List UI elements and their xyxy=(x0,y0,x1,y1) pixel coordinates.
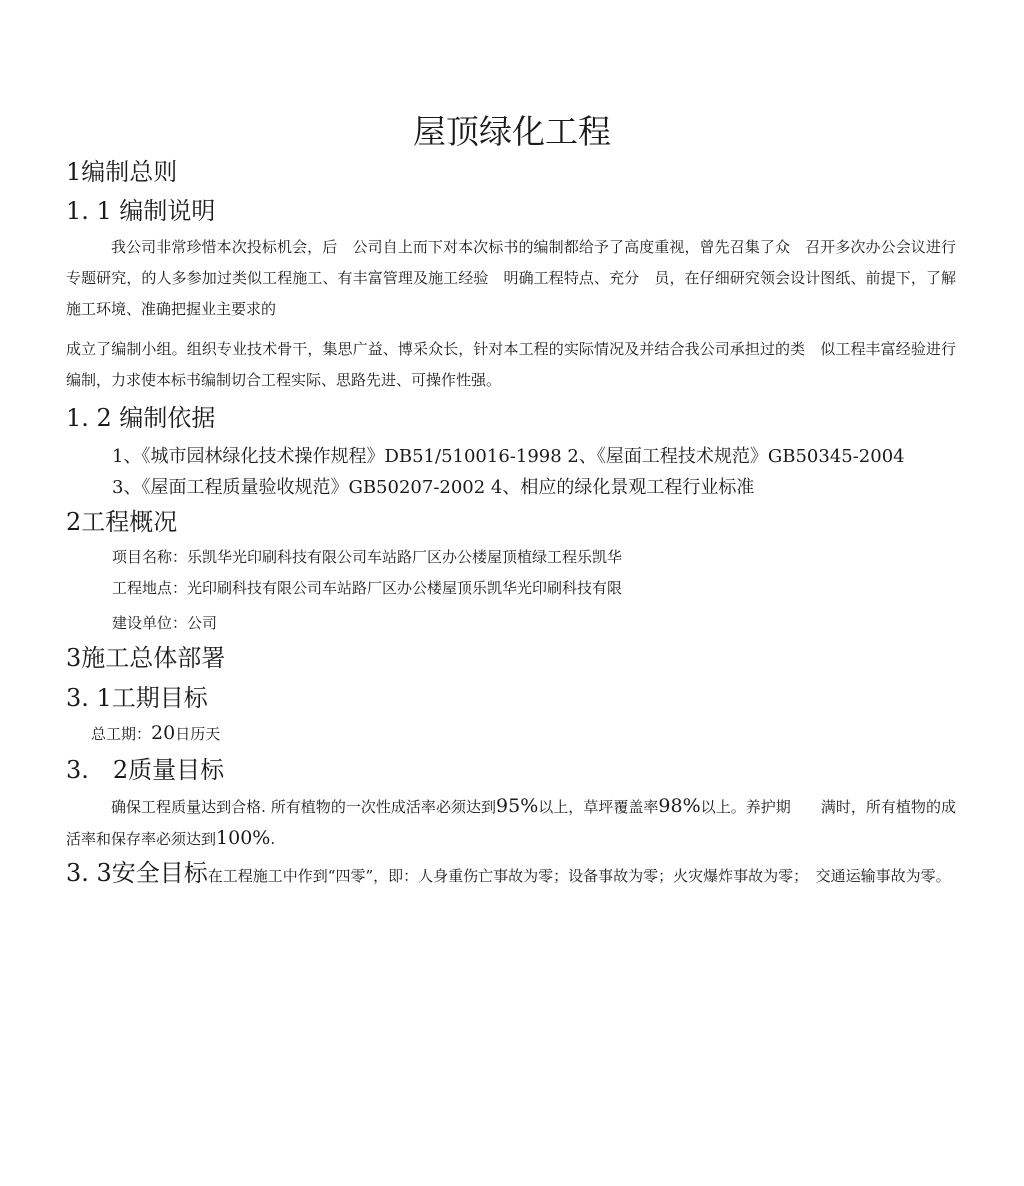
heading-3-2: 3. 2质量目标 xyxy=(66,756,225,784)
quality-text-a: 确保工程质量达到合格. 所有植物的一次性成活率必须达到 xyxy=(111,798,497,816)
retention-rate: 100% xyxy=(216,827,271,849)
lawn-coverage: 98% xyxy=(658,795,701,817)
heading-3: 3施工总体部署 xyxy=(66,644,226,672)
duration-value: 20 xyxy=(151,722,176,744)
paragraph-1-1-b: 成立了编制小组。组织专业技术骨干，集思广益、博采众长，针对本工程的实际情况及并结合我公司承担过的类 似工程丰富经验进行编制，力求使本标书编制切合工程实际、思路先进、可操作性强。 xyxy=(66,340,956,389)
heading-1-2: 1. 2 编制依据 xyxy=(66,404,216,432)
quality-text-c: 以上，草坪覆盖率 xyxy=(538,798,659,816)
heading-3-3: 3. 3安全目标 xyxy=(66,859,208,887)
document-title: 屋顶绿化工程 xyxy=(413,112,611,151)
builder: 建设单位：公司 xyxy=(112,614,218,632)
quality-paragraph xyxy=(66,791,956,855)
project-site: 工程地点：光印刷科技有限公司车站路厂区办公楼屋顶乐凯华光印刷科技有限 xyxy=(112,579,623,597)
duration-unit: 日历天 xyxy=(175,725,221,743)
duration-label: 总工期： xyxy=(91,725,152,743)
heading-1-1: 1. 1 编制说明 xyxy=(66,197,216,225)
quality-text-e: 以上。养护期 满时，所有植物的成活率和保存率必须达到 xyxy=(66,798,956,848)
safety-paragraph xyxy=(66,858,956,892)
basis-line-1: 1、《城市园林绿化技术操作规程》DB51/510016-1998 2、《屋面工程技术规范》GB50345-2004 xyxy=(112,446,905,467)
project-name: 项目名称：乐凯华光印刷科技有限公司车站路厂区办公楼屋顶植绿工程乐凯华 xyxy=(112,548,623,566)
paragraph-1-1-a: 我公司非常珍惜本次投标机会，后 公司自上而下对本次标书的编制都给予了高度重视，曾先召集了众 召开多次办公会议进行专题研究，的人多参加过类似工程施工、有丰富管理及施工经验 明确工程特点、充分 员，在仔细研究领会设计图纸、前提下，了解施工环境、准确把握业主要求的 xyxy=(66,238,956,318)
basis-line-2: 3、《屋面工程质量验收规范》GB50207-2002 4、相应的绿化景观工程行业标准 xyxy=(112,477,755,498)
duration xyxy=(91,722,220,745)
quality-text-g: . xyxy=(270,830,276,848)
survival-rate: 95% xyxy=(496,795,539,817)
heading-1: 1编制总则 xyxy=(66,158,178,186)
heading-2: 2工程概况 xyxy=(66,508,178,536)
safety-text: 在工程施工中作到“四零”，即：人身重伤亡事故为零；设备事故为零；火灾爆炸事故为零； 交通运输事故为零。 xyxy=(207,867,951,885)
heading-3-1: 3. 1工期目标 xyxy=(66,684,208,712)
